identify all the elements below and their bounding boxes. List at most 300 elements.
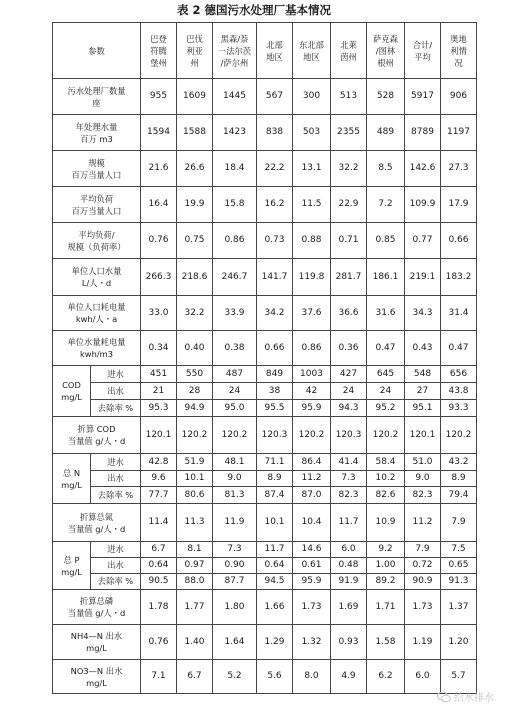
value-cell-text: 281.7 [335, 271, 362, 282]
value-cell-text: 1.29 [264, 636, 285, 647]
value-cell-text: 5.7 [451, 671, 466, 681]
sub-label-text: 进水 [107, 544, 124, 554]
column-header-text: 一法尔茨 [217, 45, 252, 56]
value-cell-text: 451 [149, 368, 168, 379]
value-cell-text: 80.6 [184, 489, 205, 500]
value-cell [213, 366, 257, 383]
row-label [53, 115, 141, 151]
value-cell [293, 115, 331, 151]
value-cell [331, 259, 367, 296]
value-cell [405, 79, 441, 115]
row-label [53, 79, 141, 115]
table-row [53, 504, 477, 542]
value-cell-text: 88.0 [184, 576, 205, 586]
group-label [53, 454, 91, 504]
value-cell [441, 558, 477, 574]
value-cell-text: 43.8 [448, 385, 469, 396]
value-cell [213, 259, 257, 296]
value-cell [257, 471, 293, 487]
value-cell-text: 10.9 [375, 517, 396, 527]
value-cell [141, 542, 177, 558]
sub-label [91, 487, 141, 504]
value-cell [441, 590, 477, 625]
sub-label-text: 出水 [107, 385, 124, 396]
param-header [53, 23, 141, 79]
value-cell [213, 383, 257, 400]
value-cell [141, 366, 177, 383]
sub-label-text: 去除率 % [97, 576, 134, 586]
value-cell-text: 645 [376, 368, 395, 379]
value-cell [405, 558, 441, 574]
value-cell-text: 120.1 [145, 429, 172, 440]
value-cell-text: 0.48 [338, 560, 359, 570]
value-cell-text: 94.5 [264, 576, 285, 586]
value-cell-text: 11.9 [224, 517, 245, 527]
value-cell-text: 87.0 [301, 489, 322, 500]
value-cell [213, 660, 257, 694]
value-cell [293, 366, 331, 383]
value-cell [367, 223, 405, 259]
column-header-text: 东北部 [299, 39, 324, 50]
value-cell [405, 296, 441, 331]
value-cell [367, 79, 405, 115]
value-cell-text: 51.9 [184, 456, 205, 467]
value-cell [367, 366, 405, 383]
value-cell [257, 187, 293, 223]
value-cell-text: 300 [302, 91, 321, 101]
table-row [53, 454, 477, 471]
value-cell-text: 0.34 [148, 342, 169, 353]
value-cell-text: 27.3 [448, 163, 469, 173]
value-cell-text: 0.66 [264, 342, 285, 353]
value-cell-text: 91.3 [448, 576, 469, 586]
value-cell [141, 151, 177, 187]
value-cell [367, 454, 405, 471]
value-cell-text: 10.4 [301, 517, 322, 527]
value-cell [405, 660, 441, 694]
value-cell [213, 417, 257, 454]
value-cell [257, 574, 293, 590]
value-cell-text: 8.5 [378, 163, 393, 173]
table-row [53, 574, 477, 590]
value-cell-text: 13.1 [301, 163, 322, 173]
value-cell-text: 24 [228, 385, 241, 396]
column-header-text: 地区 [303, 51, 320, 62]
value-cell [177, 542, 213, 558]
value-cell-text: 24 [379, 385, 392, 396]
row-label-text: NH4—N 出水 [70, 631, 123, 641]
value-cell [257, 79, 293, 115]
value-cell-text: 218.6 [181, 271, 208, 282]
value-cell [367, 151, 405, 187]
value-cell-text: 6.0 [341, 544, 356, 554]
row-label [53, 590, 141, 625]
value-cell [213, 115, 257, 151]
value-cell [141, 400, 177, 417]
table-row [53, 487, 477, 504]
table-row [53, 542, 477, 558]
value-cell [213, 331, 257, 366]
value-cell [293, 223, 331, 259]
value-cell [177, 366, 213, 383]
value-cell-text: 8.9 [267, 473, 282, 483]
value-cell [367, 625, 405, 660]
column-header-text: 北莱 [340, 39, 357, 50]
table-row [53, 417, 477, 454]
row-label-text: 污水处理厂数量 [67, 85, 126, 96]
value-cell [257, 296, 293, 331]
value-cell-text: 849 [265, 368, 284, 379]
row-label-text: L/人・d [81, 278, 112, 288]
value-cell [441, 574, 477, 590]
value-cell-text: 0.86 [224, 235, 245, 245]
value-cell-text: 0.75 [184, 235, 205, 245]
value-cell [293, 383, 331, 400]
value-cell [405, 487, 441, 504]
row-label-text: 折算总氮 [79, 511, 114, 522]
value-cell-text: 95.9 [301, 402, 322, 413]
value-cell [293, 625, 331, 660]
group-label [53, 542, 91, 590]
value-cell [141, 417, 177, 454]
value-cell [405, 542, 441, 558]
value-cell [405, 223, 441, 259]
value-cell-text: 34.2 [264, 307, 285, 318]
value-cell-text: 1.37 [448, 601, 469, 612]
value-cell-text: 79.4 [448, 489, 469, 500]
value-cell-text: 489 [376, 127, 395, 137]
row-label-text: 当量值 g/人・d [67, 436, 126, 446]
value-cell [141, 296, 177, 331]
value-cell-text: 5917 [411, 91, 434, 101]
value-cell [141, 383, 177, 400]
value-cell [331, 471, 367, 487]
column-header [441, 23, 477, 79]
value-cell [405, 151, 441, 187]
value-cell [257, 223, 293, 259]
value-cell-text: 0.47 [375, 342, 396, 353]
value-cell-text: 32.2 [184, 307, 205, 318]
value-cell [331, 383, 367, 400]
row-label-text: 座 [92, 97, 101, 108]
value-cell-text: 186.1 [372, 271, 399, 282]
value-cell-text: 9.0 [415, 473, 430, 483]
sub-label-text: 去除率 % [97, 489, 134, 500]
value-cell [177, 383, 213, 400]
value-cell [405, 504, 441, 542]
table-row [53, 79, 477, 115]
value-cell-text: 43.2 [448, 456, 469, 467]
row-label-text: 单位人口耗电量 [67, 302, 126, 312]
value-cell [141, 79, 177, 115]
value-cell [405, 115, 441, 151]
value-cell [257, 625, 293, 660]
column-header-text: 合计/ [412, 39, 433, 50]
table-row [53, 590, 477, 625]
value-cell [331, 590, 367, 625]
value-cell [367, 187, 405, 223]
value-cell-text: 1.20 [448, 636, 469, 647]
value-cell [177, 471, 213, 487]
value-cell-text: 8.1 [187, 544, 202, 554]
value-cell-text: 51.0 [412, 456, 433, 467]
table-row [53, 259, 477, 296]
value-cell [405, 400, 441, 417]
row-label-text: 年处理水量 [75, 121, 118, 132]
value-cell-text: 9.6 [151, 473, 166, 483]
column-header-text: 堡州 [150, 57, 167, 68]
value-cell [213, 151, 257, 187]
value-cell-text: 142.6 [409, 163, 436, 173]
value-cell-text: 1.64 [224, 636, 245, 647]
table-row [53, 223, 477, 259]
value-cell [257, 383, 293, 400]
value-cell-text: 0.40 [184, 342, 205, 353]
value-cell [331, 558, 367, 574]
value-cell-text: 11.5 [301, 199, 322, 209]
value-cell-text: 1.66 [264, 601, 285, 612]
value-cell-text: 58.4 [375, 456, 396, 467]
sub-label-text: 进水 [107, 456, 124, 467]
value-cell [177, 259, 213, 296]
value-cell-text: 71.1 [264, 456, 285, 467]
value-cell-text: 11.2 [301, 473, 322, 483]
value-cell-text: 9.2 [378, 544, 393, 554]
value-cell-text: 0.64 [148, 560, 169, 570]
value-cell-text: 0.73 [264, 235, 285, 245]
value-cell [441, 383, 477, 400]
value-cell [331, 223, 367, 259]
value-cell-text: 82.6 [375, 489, 396, 500]
value-cell-text: 38 [268, 385, 281, 396]
value-cell [367, 115, 405, 151]
value-cell-text: 33.0 [148, 307, 169, 318]
value-cell-text: 11.7 [264, 544, 285, 554]
column-header-text: 况 [454, 57, 463, 68]
value-cell [257, 115, 293, 151]
value-cell-text: 7.3 [227, 544, 242, 554]
value-cell-text: 10.1 [264, 517, 285, 527]
value-cell [257, 504, 293, 542]
value-cell [367, 504, 405, 542]
value-cell-text: 120.3 [261, 429, 288, 440]
value-cell [141, 223, 177, 259]
value-cell-text: 513 [339, 91, 358, 101]
value-cell-text: 42 [305, 385, 318, 396]
value-cell-text: 7.9 [415, 544, 430, 554]
value-cell [405, 187, 441, 223]
column-header [177, 23, 213, 79]
column-header-text: 奥地 [450, 33, 467, 44]
row-label [53, 417, 141, 454]
value-cell [293, 558, 331, 574]
value-cell-text: 548 [413, 368, 432, 379]
column-header-text: 萨克森 [373, 33, 398, 44]
value-cell [177, 574, 213, 590]
value-cell-text: 95.5 [264, 402, 285, 413]
data-table [52, 22, 477, 694]
value-cell-text: 1588 [183, 127, 206, 137]
value-cell [441, 625, 477, 660]
value-cell [441, 223, 477, 259]
value-cell-text: 0.97 [184, 560, 205, 570]
value-cell-text: 77.7 [148, 489, 169, 500]
table-row [53, 383, 477, 400]
row-label-text: kwh/人・a [75, 314, 118, 324]
sub-label [91, 366, 141, 383]
row-label [53, 504, 141, 542]
value-cell-text: 95.3 [148, 402, 169, 413]
value-cell-text: 0.36 [338, 342, 359, 353]
value-cell-text: 0.65 [448, 560, 469, 570]
value-cell [405, 417, 441, 454]
value-cell [367, 400, 405, 417]
value-cell-text: 8.9 [451, 473, 466, 483]
value-cell-text: 1594 [147, 127, 170, 137]
sub-label [91, 454, 141, 471]
value-cell [367, 471, 405, 487]
value-cell-text: 0.76 [148, 235, 169, 245]
row-label [53, 223, 141, 259]
value-cell-text: 427 [339, 368, 358, 379]
column-header-text: 茵州 [340, 51, 357, 62]
value-cell-text: 120.3 [335, 429, 362, 440]
value-cell [257, 487, 293, 504]
value-cell [177, 454, 213, 471]
value-cell-text: 22.9 [338, 199, 359, 209]
value-cell [405, 331, 441, 366]
value-cell [177, 504, 213, 542]
column-header-text: 州 [190, 57, 199, 68]
value-cell [293, 151, 331, 187]
row-label-text: 折算总磷 [79, 596, 114, 606]
watermark [437, 689, 494, 704]
value-cell [405, 574, 441, 590]
value-cell-text: 0.93 [338, 636, 359, 647]
value-cell-text: 32.2 [338, 163, 359, 173]
value-cell [177, 331, 213, 366]
value-cell [177, 400, 213, 417]
sub-label-text: 进水 [107, 368, 124, 379]
value-cell [405, 454, 441, 471]
group-label-text: 总 N [62, 467, 81, 478]
value-cell [331, 115, 367, 151]
table-title: 表 2 德国污水处理厂基本情况 [176, 3, 331, 17]
value-cell [213, 558, 257, 574]
wechat-icon [437, 691, 451, 703]
value-cell-text: 41.4 [338, 456, 359, 467]
sub-label [91, 574, 141, 590]
value-cell-text: 0.47 [448, 342, 469, 353]
row-label [53, 259, 141, 296]
value-cell [141, 331, 177, 366]
value-cell [293, 79, 331, 115]
column-header-text: 符腾 [150, 45, 167, 56]
row-label-text: 规模（负荷率） [67, 241, 126, 252]
row-label-text: 百万 m3 [80, 133, 113, 144]
value-cell-text: 550 [185, 368, 204, 379]
table-row [53, 660, 477, 694]
row-label-text: kwh/m3 [79, 349, 113, 359]
value-cell [367, 558, 405, 574]
value-cell [293, 331, 331, 366]
value-cell-text: 82.3 [412, 489, 433, 500]
value-cell [141, 454, 177, 471]
value-cell [441, 366, 477, 383]
table-row [53, 366, 477, 383]
value-cell-text: 120.2 [298, 429, 325, 440]
value-cell [293, 487, 331, 504]
value-cell-text: 86.4 [301, 456, 322, 467]
value-cell-text: 246.7 [221, 271, 248, 282]
value-cell-text: 95.1 [412, 402, 433, 413]
value-cell [331, 625, 367, 660]
value-cell-text: 81.3 [224, 489, 245, 500]
value-cell [441, 400, 477, 417]
value-cell-text: 94.3 [338, 402, 359, 413]
row-label [53, 151, 141, 187]
value-cell-text: 955 [149, 91, 168, 101]
row-label-text: 单位人口水量 [71, 266, 122, 276]
value-cell [331, 417, 367, 454]
value-cell [177, 625, 213, 660]
sub-label-text: 去除率 % [97, 402, 134, 413]
value-cell [367, 296, 405, 331]
value-cell-text: 1.58 [375, 636, 396, 647]
value-cell-text: 95.0 [224, 402, 245, 413]
value-cell-text: 0.71 [338, 235, 359, 245]
table-row [53, 625, 477, 660]
value-cell [213, 504, 257, 542]
value-cell [367, 574, 405, 590]
value-cell [293, 417, 331, 454]
column-header-text: 巴登 [150, 33, 167, 44]
value-cell [257, 259, 293, 296]
value-cell-text: 8789 [411, 127, 434, 137]
value-cell-text: 15.8 [224, 199, 245, 209]
value-cell [293, 574, 331, 590]
value-cell [213, 471, 257, 487]
value-cell [331, 400, 367, 417]
value-cell-text: 42.8 [148, 456, 169, 467]
column-header-text: 巴伐 [186, 33, 203, 44]
value-cell-text: 16.2 [264, 199, 285, 209]
value-cell-text: 1.71 [375, 601, 396, 612]
value-cell-text: 48.1 [224, 456, 245, 467]
row-label-text: 平均负荷 [79, 193, 114, 204]
value-cell-text: 1609 [183, 91, 206, 101]
column-header-text: 地区 [266, 51, 283, 62]
value-cell [141, 504, 177, 542]
value-cell [441, 504, 477, 542]
value-cell-text: 6.0 [415, 671, 430, 681]
value-cell-text: 21 [152, 385, 165, 396]
sub-label [91, 471, 141, 487]
value-cell-text: 87.7 [224, 576, 245, 586]
value-cell [441, 151, 477, 187]
value-cell-text: 7.1 [151, 671, 166, 681]
value-cell [141, 574, 177, 590]
value-cell [213, 625, 257, 660]
value-cell-text: 90.9 [412, 576, 433, 586]
value-cell [331, 151, 367, 187]
value-cell-text: 11.3 [184, 517, 205, 527]
value-cell-text: 119.8 [298, 271, 325, 282]
value-cell-text: 19.9 [184, 199, 205, 209]
value-cell [441, 115, 477, 151]
value-cell-text: 1.32 [301, 636, 322, 647]
value-cell [331, 487, 367, 504]
